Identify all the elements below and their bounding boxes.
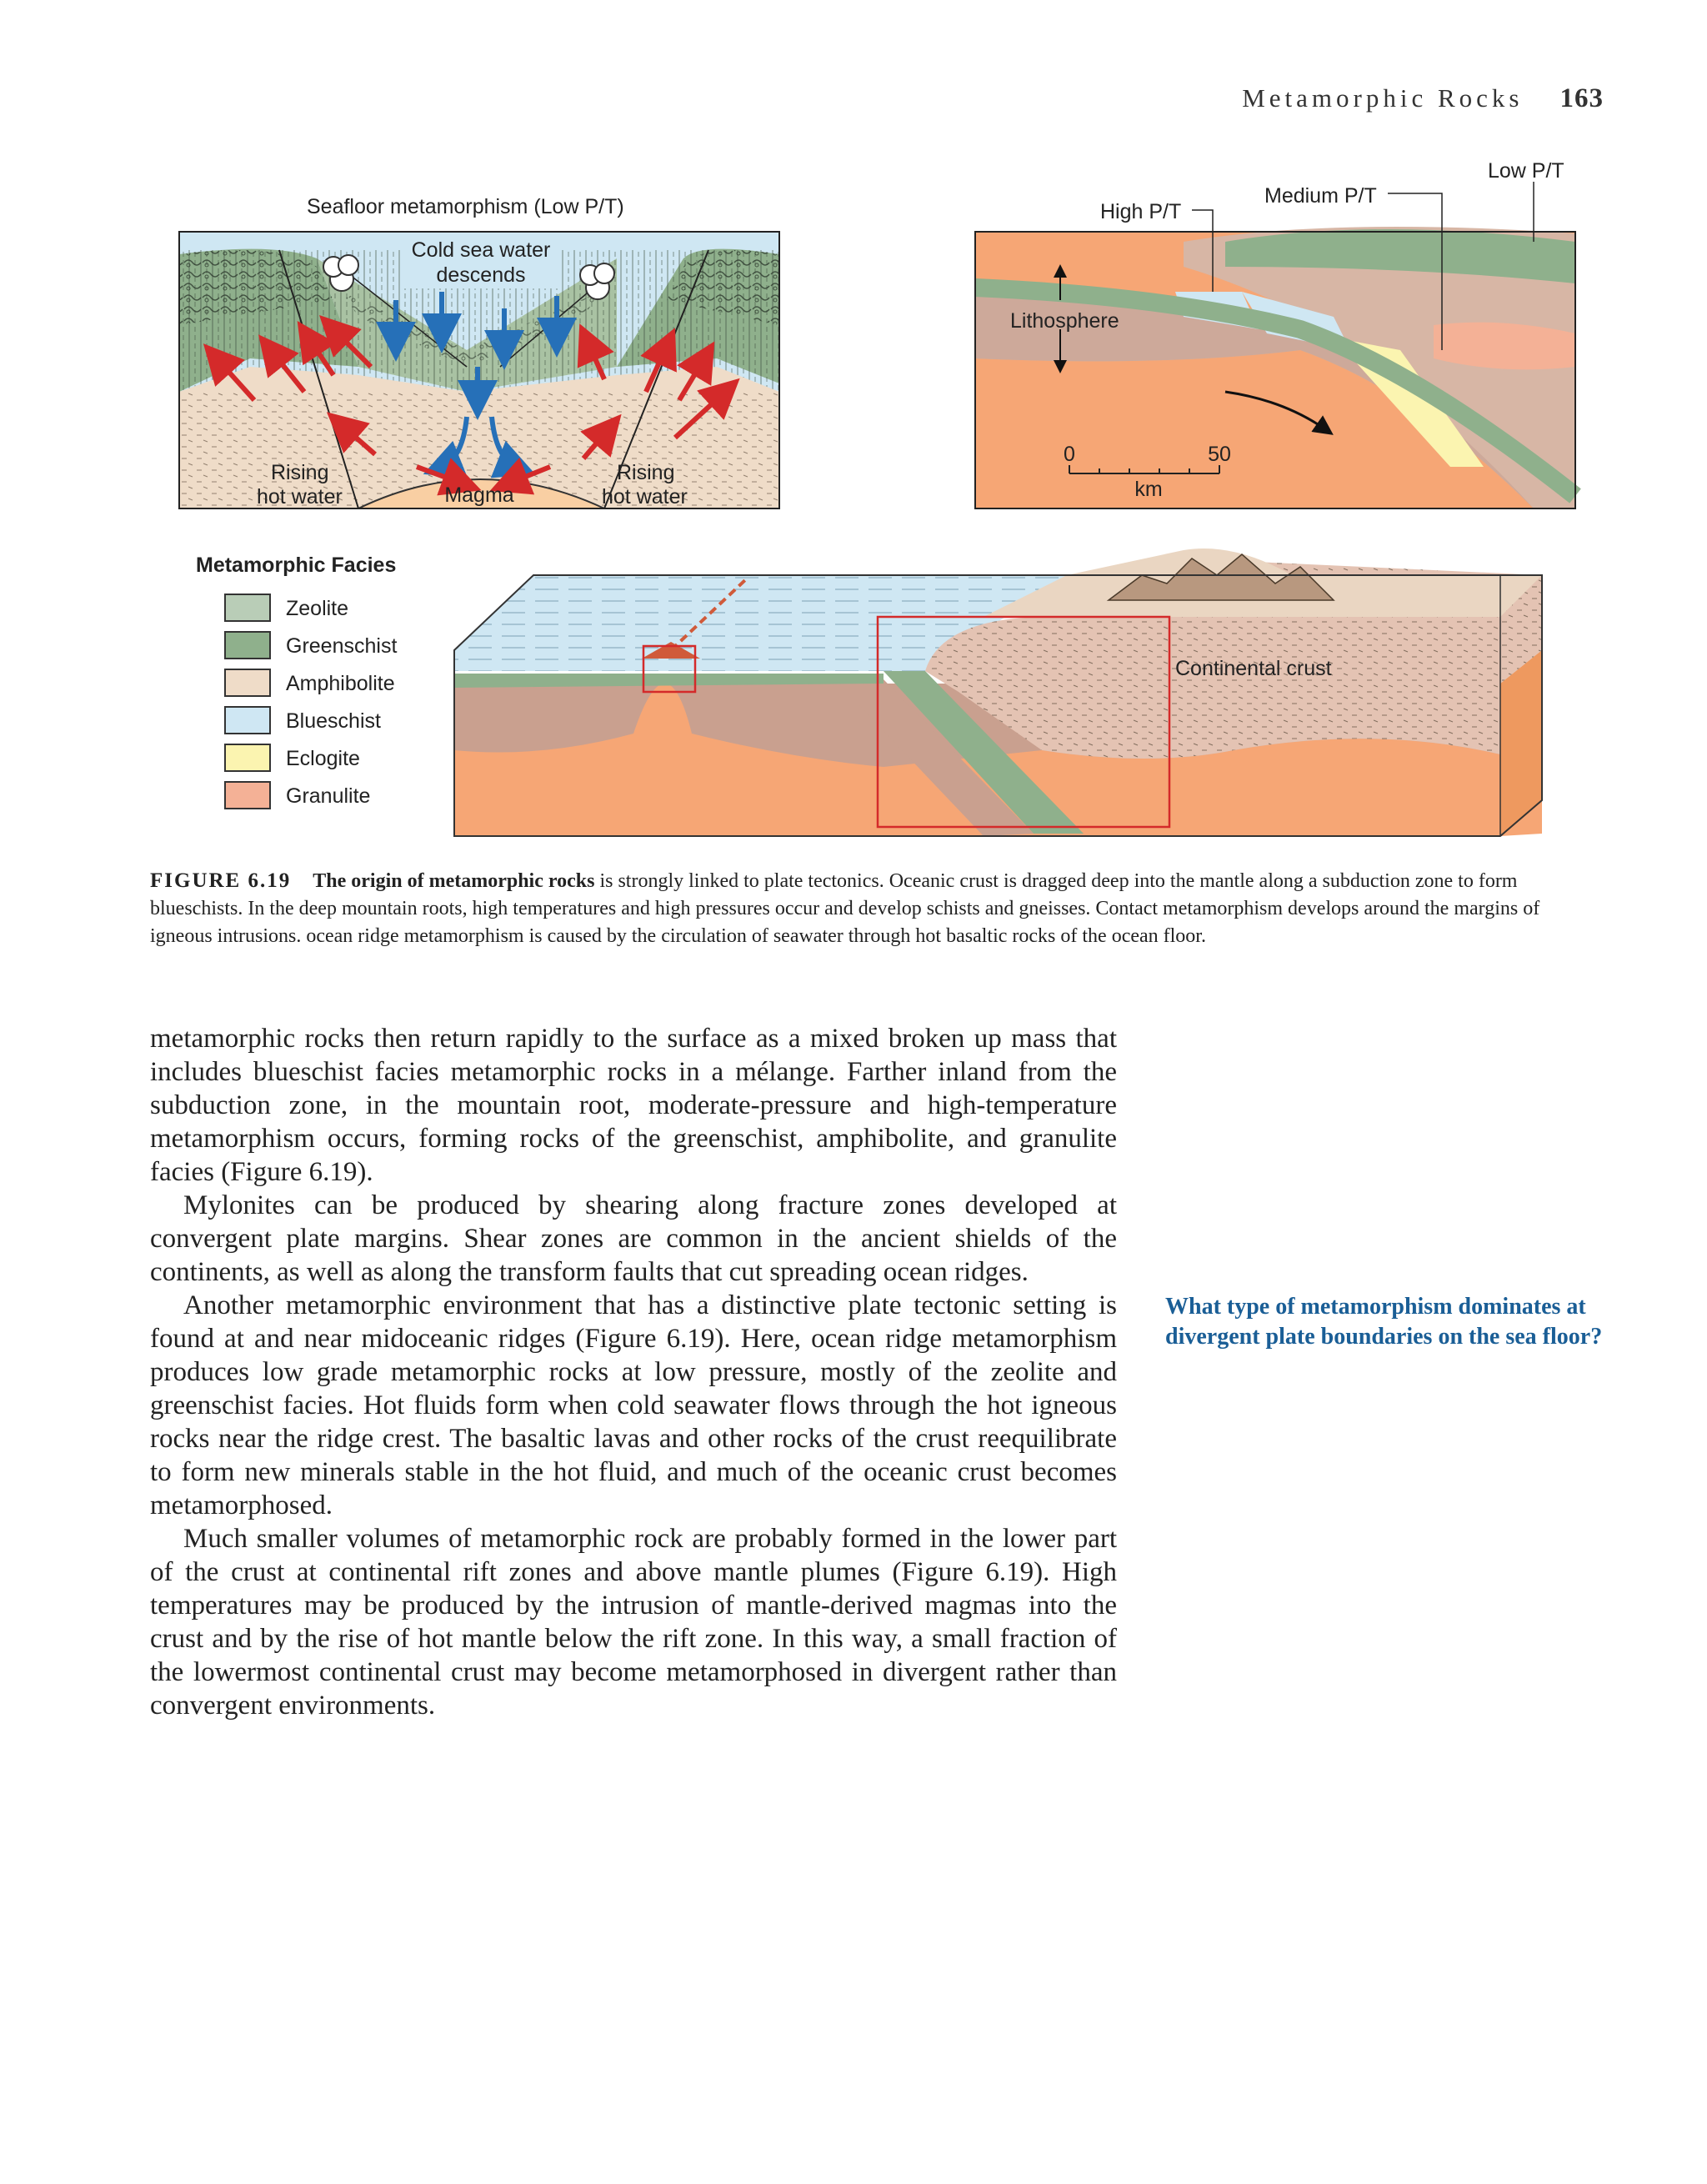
legend-swatch-amphibolite xyxy=(225,669,270,696)
seafloor-panel xyxy=(179,195,779,508)
label-lithosphere: Lithosphere xyxy=(1010,309,1119,333)
caption-lead: The origin of metamorphic rocks xyxy=(313,870,595,892)
label-continental-crust: Continental crust xyxy=(1175,657,1332,680)
label-descends: descends xyxy=(436,263,526,287)
label-medium-pt: Medium P/T xyxy=(1264,184,1377,208)
subduction-panel xyxy=(975,159,1575,508)
page-number: 163 xyxy=(1559,83,1604,113)
caption-text: is strongly linked to plate tectonics. Oceanic crust is dragged deep into the mantle along a subduction zone to form blueschists. In the deep mountain roots, high temperatures and high pressures occur and develop schists and gneisses. Contact metamorphism develops around the margins of igneous intrusions. ocean ridge metamorphism is caused by the circulation of seawater through hot basaltic rocks of the ocean floor. xyxy=(150,870,1540,947)
margin-question: What type of metamorphism dominates at divergent plate boundaries on the sea floor? xyxy=(1165,1294,1603,1350)
legend-swatch-blueschist xyxy=(225,707,270,734)
legend-title: Metamorphic Facies xyxy=(196,554,397,577)
legend-label-eclogite: Eclogite xyxy=(286,747,360,770)
legend-swatch-granulite xyxy=(225,782,270,809)
scale-fifty: 50 xyxy=(1208,443,1231,466)
running-title: Metamorphic Rocks xyxy=(1242,83,1524,113)
legend-swatch-zeolite xyxy=(225,594,270,621)
label-hot-water-left: hot water xyxy=(257,485,343,508)
body-text xyxy=(150,1022,1117,1722)
label-cold-water: Cold sea water xyxy=(411,238,551,262)
figure-6-19 xyxy=(0,0,1707,859)
label-rising-left: Rising xyxy=(271,461,329,484)
figure-label: FIGURE 6.19 xyxy=(150,869,292,892)
legend-label-greenschist: Greenschist xyxy=(286,634,398,658)
legend-label-amphibolite: Amphibolite xyxy=(286,672,395,695)
legend-swatch-eclogite xyxy=(225,744,270,771)
legend-label-granulite: Granulite xyxy=(286,784,371,808)
seafloor-panel-title: Seafloor metamorphism (Low P/T) xyxy=(307,195,624,218)
label-rising-right: Rising xyxy=(617,461,675,484)
paragraph-2: Mylonites can be produced by shearing along fracture zones developed at convergent plate margins. Shear zones are common in the ancient shields of the continents, as well as along the transform faults that cut spreading ocean ridges. xyxy=(150,1190,1117,1287)
label-high-pt: High P/T xyxy=(1100,200,1182,223)
label-low-pt: Low P/T xyxy=(1488,159,1564,183)
paragraph-4: Much smaller volumes of metamorphic rock are probably formed in the lower part of the crust at continental rift zones and above mantle plumes (Figure 6.19). High temperatures may be produced by the intrusion of mantle-derived magmas into the crust and by the rise of hot mantle below the rift zone. In this way, a small fraction of the lowermost continental crust may become metamorphosed in divergent rather than convergent environments. xyxy=(150,1524,1117,1721)
block-diagram xyxy=(454,549,1542,836)
scale-unit: km xyxy=(1134,478,1163,501)
label-magma: Magma xyxy=(444,483,514,507)
legend-label-blueschist: Blueschist xyxy=(286,709,381,733)
figure-caption xyxy=(150,867,1600,950)
legend-label-zeolite: Zeolite xyxy=(286,597,349,620)
scale-zero: 0 xyxy=(1064,443,1075,466)
paragraph-1: metamorphic rocks then return rapidly to the surface as a mixed broken up mass that includes blueschist facies metamorphic rocks in a mélange. Farther inland from the subduction zone, in the mountain root, moderate-pressure and high-temperature metamorphism occurs, forming rocks of the greenschist, amphibolite, and granulite facies (Figure 6.19). xyxy=(150,1024,1117,1187)
paragraph-3: Another metamorphic environment that has a distinctive plate tectonic setting is found at and near midoceanic ridges (Figure 6.19). Here, ocean ridge metamorphism produces low grade metamorphic rocks at low pressure, mostly of the zeolite and greenschist facies. Hot fluids form when cold seawater flows through the hot igneous rocks near the ridge crest. The basaltic lavas and other rocks of the crust reequilibrate to form new minerals stable in the hot fluid, and much of the oceanic crust becomes metamorphosed. xyxy=(150,1290,1117,1520)
label-hot-water-right: hot water xyxy=(602,485,688,508)
legend-swatch-greenschist xyxy=(225,632,270,659)
facies-legend xyxy=(196,554,397,809)
